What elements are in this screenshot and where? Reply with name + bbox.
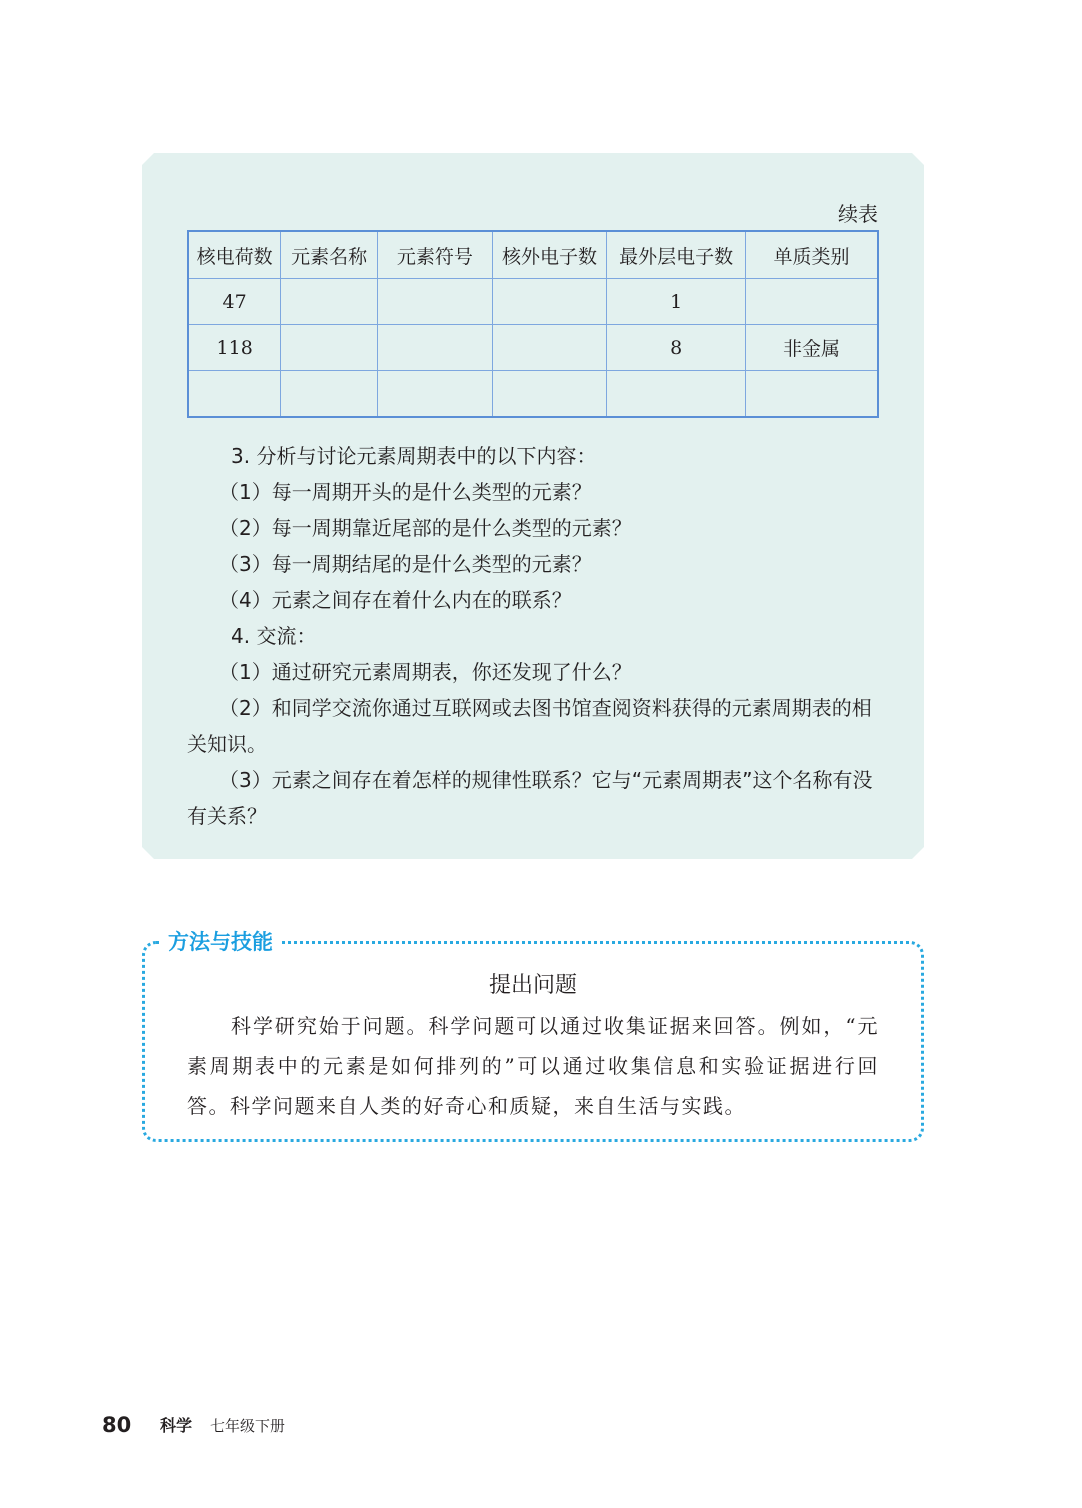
table-cell [281, 325, 378, 371]
page-number: 80 [102, 1413, 132, 1437]
question-4: 4. 交流： [231, 624, 317, 648]
question-4-3: （3）元素之间存在着怎样的规律性联系？它与“元素周期表”这个名称有没有关系？ [187, 768, 873, 828]
table-cell [607, 371, 746, 418]
table-cell [378, 325, 493, 371]
table-row [188, 371, 878, 418]
table-cell [281, 279, 378, 325]
method-text: 科学研究始于问题。科学问题可以通过收集证据来回答。例如，“元素周期表中的元素是如何排列的”可以通过收集信息和实验证据进行回答。科学问题来自人类的好奇心和质疑，来自生活与实践。 [187, 1014, 879, 1118]
header-cell: 核电荷数 [188, 231, 281, 279]
table-header-row [188, 231, 878, 279]
table-caption: 续表 [838, 202, 878, 226]
question-3-4: （4）元素之间存在着什么内在的联系？ [219, 588, 572, 612]
question-4-1: （1）通过研究元素周期表，你还发现了什么？ [219, 660, 632, 684]
question-3-3: （3）每一周期结尾的是什么类型的元素？ [219, 552, 592, 576]
element-table [187, 230, 879, 418]
footer-subject: 科学 [160, 1416, 193, 1435]
table-cell [492, 279, 607, 325]
question-3-2: （2）每一周期靠近尾部的是什么类型的元素？ [219, 516, 632, 540]
table-cell [745, 371, 878, 418]
table-cell: 非金属 [745, 325, 878, 371]
table-cell: 118 [188, 325, 281, 371]
table-cell [492, 325, 607, 371]
header-cell: 核外电子数 [492, 231, 607, 279]
table-cell [378, 279, 493, 325]
table-cell: 47 [188, 279, 281, 325]
table-cell: 8 [607, 325, 746, 371]
table-row [188, 325, 878, 371]
footer-grade: 七年级下册 [210, 1417, 286, 1435]
method-title: 提出问题 [488, 973, 577, 998]
question-3-1: （1）每一周期开头的是什么类型的元素？ [219, 480, 592, 504]
method-skill-tag: 方法与技能 [162, 925, 279, 959]
table-cell [378, 371, 493, 418]
table-row [188, 279, 878, 325]
header-cell: 最外层电子数 [607, 231, 746, 279]
question-4-2: （2）和同学交流你通过互联网或去图书馆查阅资料获得的元素周期表的相关知识。 [187, 696, 872, 756]
header-cell: 元素名称 [281, 231, 378, 279]
header-cell: 元素符号 [378, 231, 493, 279]
table-cell [188, 371, 281, 418]
question-3: 3. 分析与讨论元素周期表中的以下内容： [231, 444, 597, 468]
header-cell: 单质类别 [745, 231, 878, 279]
table-cell [745, 279, 878, 325]
table-cell [492, 371, 607, 418]
table-cell [281, 371, 378, 418]
table-cell: 1 [607, 279, 746, 325]
